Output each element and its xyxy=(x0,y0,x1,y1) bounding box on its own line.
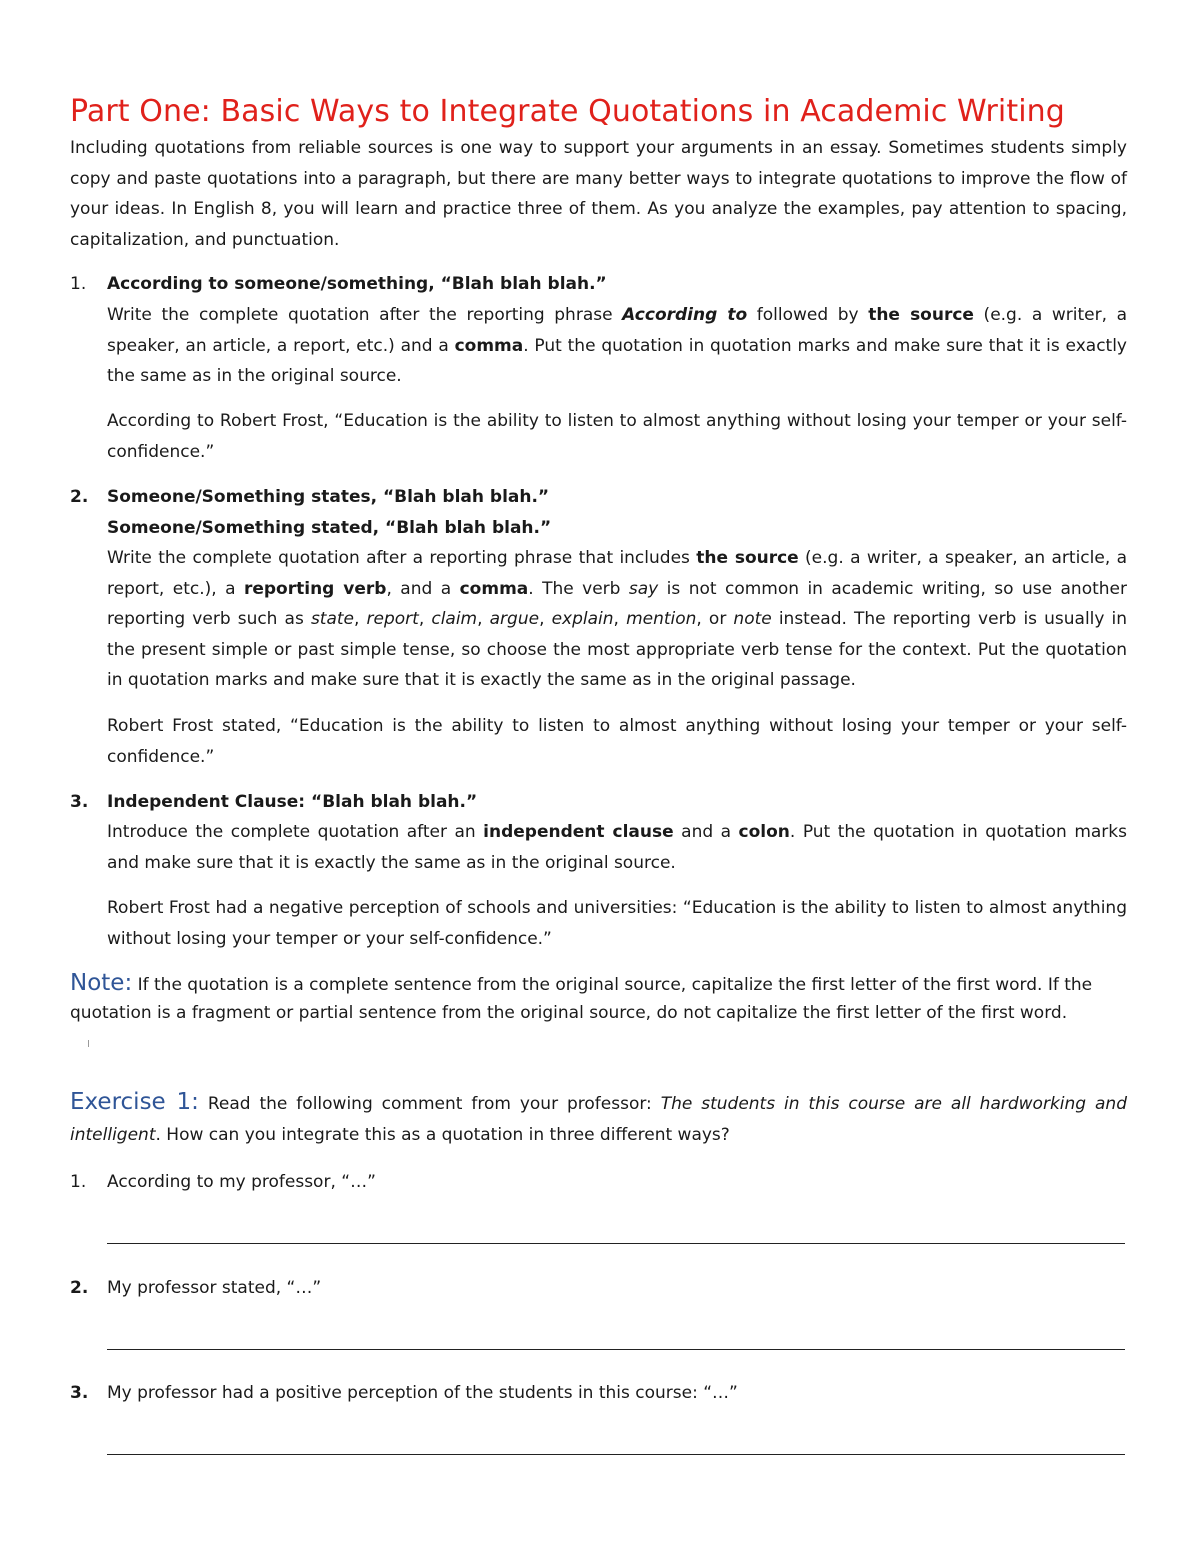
item-3-heading: Independent Clause: “Blah blah blah.” xyxy=(107,792,478,812)
intro-paragraph: Including quotations from reliable sources is one way to support your arguments in an essay. Sometimes students simply copy and paste quotations into a paragraph, but there are many better ways to integrate quotations to improve the flow of your ideas. In English 8, you will learn and practice three of them. As you analyze the examples, pay attention to spacing, capitalization, and punctuation. xyxy=(70,138,1127,250)
exercise-item-1-number: 1. xyxy=(70,1172,87,1192)
item-1-number: 1. xyxy=(70,274,87,294)
item-1-heading: According to someone/something, “Blah blah blah.” xyxy=(107,274,607,294)
item-2-example: Robert Frost stated, “Education is the ability to listen to almost anything without losing your temper or your self-confidence.” xyxy=(107,716,1127,767)
exercise-item-1-prompt: According to my professor, “…” xyxy=(107,1172,376,1192)
item-1-description: Write the complete quotation after the reporting phrase According to followed by the source (e.g. a writer, a speaker, an article, a report, etc.) and a comma. Put the quotation in quotation marks and make sure that it is exactly the same as in the original source. xyxy=(107,305,1127,386)
item-2-heading-past: Someone/Something stated, “Blah blah blah.” xyxy=(107,518,552,538)
exercise-item-3-prompt: My professor had a positive perception of the students in this course: “…” xyxy=(107,1383,738,1403)
item-1-example: According to Robert Frost, “Education is the ability to listen to almost anything without losing your temper or your self-confidence.” xyxy=(107,411,1127,462)
exercise-item-2-prompt: My professor stated, “…” xyxy=(107,1278,322,1298)
exercise-label: Exercise 1 xyxy=(70,1089,192,1115)
note-label: Note: xyxy=(70,970,133,996)
note-paragraph: Note: If the quotation is a complete sentence from the original source, capitalize the first letter of the first word. If the quotation is a fragment or partial sentence from the original source, do not capitalize the first letter of the first word. xyxy=(70,970,1093,1023)
item-2-heading: Someone/Something states, “Blah blah blah.” xyxy=(107,487,550,507)
item-3-description: Introduce the complete quotation after an independent clause and a colon. Put the quotation in quotation marks and make sure that it is exactly the same as in the original source. xyxy=(107,822,1127,873)
exercise-item-2-number: 2. xyxy=(70,1278,89,1298)
answer-line-1[interactable] xyxy=(107,1243,1125,1244)
item-3-example: Robert Frost had a negative perception of schools and universities: “Education is the ability to listen to almost anything without losing your temper or your self-confidence.” xyxy=(107,898,1127,949)
answer-line-3[interactable] xyxy=(107,1454,1125,1455)
answer-line-2[interactable] xyxy=(107,1349,1125,1350)
item-2-description: Write the complete quotation after a reporting phrase that includes the source (e.g. a writer, a speaker, an article, a report, etc.), a reporting verb, and a comma. The verb say is not common in academic writing, so use another reporting verb such as state, report, claim, argue, explain, mention, or note instead. The reporting verb is usually in the present simple or past simple tense, so choose the most appropriate verb tense for the context. Put the quotation in quotation marks and make sure that it is exactly the same as in the original passage. xyxy=(107,548,1128,690)
page-title: Part One: Basic Ways to Integrate Quotations in Academic Writing xyxy=(70,94,1065,129)
item-2-number: 2. xyxy=(70,487,89,507)
text-cursor-mark xyxy=(88,1040,89,1047)
item-3-number: 3. xyxy=(70,792,89,812)
exercise-item-3-number: 3. xyxy=(70,1383,89,1403)
exercise-prompt: Exercise 1: Read the following comment from your professor: The students in this course are all hardworking and intelligent. How can you integrate this as a quotation in three different ways? xyxy=(70,1089,1127,1145)
